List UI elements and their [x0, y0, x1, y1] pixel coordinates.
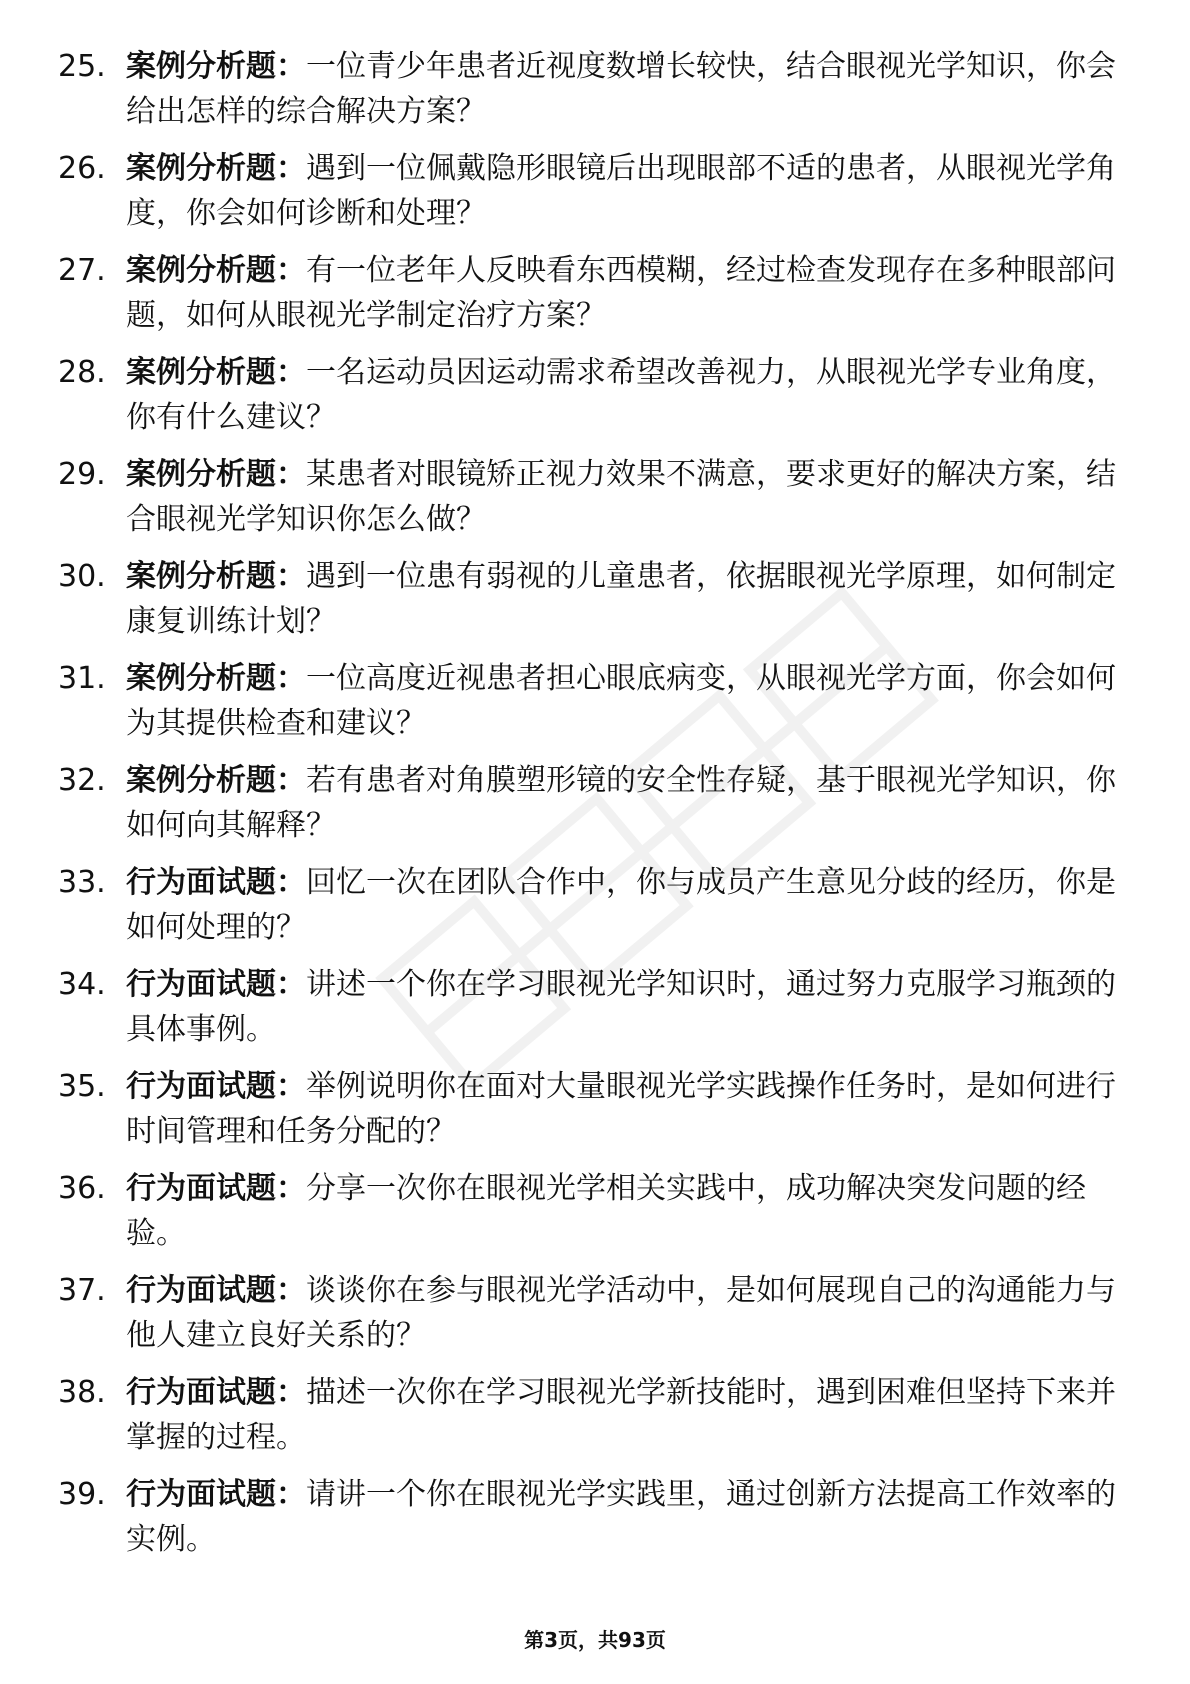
- question-body: [126, 758, 1136, 848]
- question-number: 36.: [58, 1171, 106, 1206]
- page-number: 第3页，共93页: [524, 1628, 666, 1652]
- question-body: [126, 1370, 1136, 1460]
- question-number: 28.: [58, 355, 106, 390]
- question-category: 案例分析题：: [126, 559, 306, 594]
- question-category: 案例分析题：: [126, 763, 306, 798]
- question-body: [126, 656, 1136, 746]
- question-text: 遇到一位佩戴隐形眼镜后出现眼部不适的患者，从眼视光学角度，你会如何诊断和处理？: [126, 151, 1116, 231]
- question-body: [126, 860, 1136, 950]
- question-category: 案例分析题：: [126, 355, 306, 390]
- question-item: [0, 146, 1190, 248]
- question-item: [0, 860, 1190, 962]
- question-item: [0, 1064, 1190, 1166]
- question-text: 谈谈你在参与眼视光学活动中，是如何展现自己的沟通能力与他人建立良好关系的？: [126, 1273, 1116, 1353]
- question-number: 33.: [58, 865, 106, 900]
- question-text: 一位高度近视患者担心眼底病变，从眼视光学方面，你会如何为其提供检查和建议？: [126, 661, 1116, 741]
- question-category: 案例分析题：: [126, 457, 306, 492]
- question-category: 行为面试题：: [126, 1273, 306, 1308]
- question-item: [0, 248, 1190, 350]
- question-body: [126, 146, 1136, 236]
- question-number: 31.: [58, 661, 106, 696]
- question-number: 25.: [58, 49, 106, 84]
- question-text: 分享一次你在眼视光学相关实践中，成功解决突发问题的经验。: [126, 1171, 1086, 1251]
- question-number: 38.: [58, 1375, 106, 1410]
- question-number: 32.: [58, 763, 106, 798]
- question-text: 若有患者对角膜塑形镜的安全性存疑，基于眼视光学知识，你如何向其解释？: [126, 763, 1116, 843]
- question-item: [0, 962, 1190, 1064]
- question-text: 举例说明你在面对大量眼视光学实践操作任务时，是如何进行时间管理和任务分配的？: [126, 1069, 1116, 1149]
- question-list: [0, 44, 1190, 1574]
- question-category: 行为面试题：: [126, 1375, 306, 1410]
- question-number: 37.: [58, 1273, 106, 1308]
- question-category: 行为面试题：: [126, 967, 306, 1002]
- question-item: [0, 554, 1190, 656]
- question-body: [126, 1166, 1136, 1256]
- question-category: 案例分析题：: [126, 151, 306, 186]
- question-category: 行为面试题：: [126, 1171, 306, 1206]
- question-item: [0, 758, 1190, 860]
- question-number: 27.: [58, 253, 106, 288]
- question-category: 行为面试题：: [126, 865, 306, 900]
- question-text: 有一位老年人反映看东西模糊，经过检查发现存在多种眼部问题，如何从眼视光学制定治疗方案？: [126, 253, 1116, 333]
- question-text: 讲述一个你在学习眼视光学知识时，通过努力克服学习瓶颈的具体事例。: [126, 967, 1116, 1047]
- question-text: 描述一次你在学习眼视光学新技能时，遇到困难但坚持下来并掌握的过程。: [126, 1375, 1116, 1455]
- question-text: 某患者对眼镜矫正视力效果不满意，要求更好的解决方案，结合眼视光学知识你怎么做？: [126, 457, 1116, 537]
- question-body: [126, 1064, 1136, 1154]
- question-item: [0, 1166, 1190, 1268]
- question-item: [0, 44, 1190, 146]
- question-body: [126, 452, 1136, 542]
- question-number: 39.: [58, 1477, 106, 1512]
- question-text: 请讲一个你在眼视光学实践里，通过创新方法提高工作效率的实例。: [126, 1477, 1116, 1557]
- question-item: [0, 1472, 1190, 1574]
- question-category: 案例分析题：: [126, 253, 306, 288]
- question-number: 35.: [58, 1069, 106, 1104]
- question-text: 遇到一位患有弱视的儿童患者，依据眼视光学原理，如何制定康复训练计划？: [126, 559, 1116, 639]
- question-number: 26.: [58, 151, 106, 186]
- question-item: [0, 1268, 1190, 1370]
- question-number: 29.: [58, 457, 106, 492]
- question-body: [126, 554, 1136, 644]
- question-item: [0, 656, 1190, 758]
- question-number: 30.: [58, 559, 106, 594]
- question-number: 34.: [58, 967, 106, 1002]
- question-body: [126, 44, 1136, 134]
- question-category: 行为面试题：: [126, 1477, 306, 1512]
- question-category: 案例分析题：: [126, 49, 306, 84]
- question-item: [0, 1370, 1190, 1472]
- question-body: [126, 962, 1136, 1052]
- question-text: 回忆一次在团队合作中，你与成员产生意见分歧的经历，你是如何处理的？: [126, 865, 1116, 945]
- question-item: [0, 452, 1190, 554]
- question-body: [126, 1268, 1136, 1358]
- question-body: [126, 1472, 1136, 1562]
- question-category: 行为面试题：: [126, 1069, 306, 1104]
- question-text: 一名运动员因运动需求希望改善视力，从眼视光学专业角度，你有什么建议？: [126, 355, 1116, 435]
- question-category: 案例分析题：: [126, 661, 306, 696]
- question-body: [126, 248, 1136, 338]
- question-item: [0, 350, 1190, 452]
- question-text: 一位青少年患者近视度数增长较快，结合眼视光学知识，你会给出怎样的综合解决方案？: [126, 49, 1116, 129]
- question-body: [126, 350, 1136, 440]
